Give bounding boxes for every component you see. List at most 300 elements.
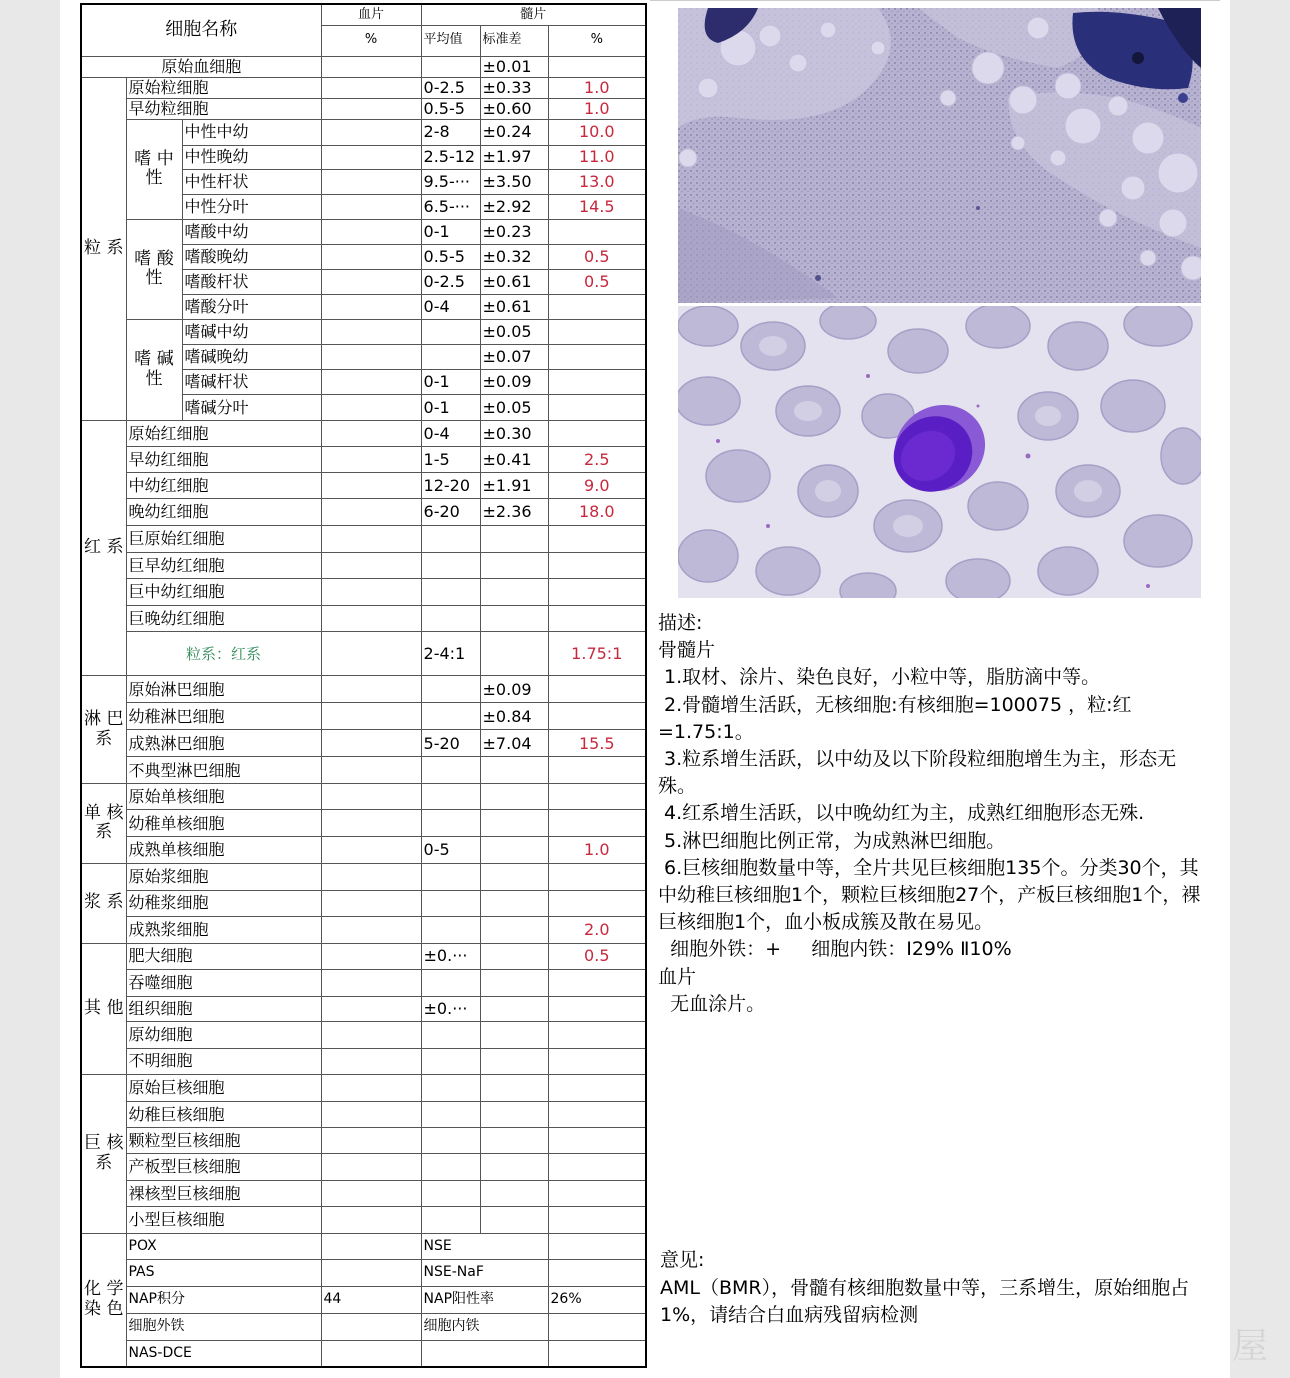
table-row: [81, 499, 646, 526]
blood-pct-cell: [321, 553, 421, 579]
description-line: 1.取材、涂片、染色良好，小粒中等，脂肪滴中等。: [658, 666, 1101, 689]
mean-cell: 9.5-···: [421, 169, 480, 194]
marrow-pct-cell: [548, 553, 646, 579]
group-label-plasma: 浆 系: [81, 863, 126, 943]
table-row: [81, 56, 646, 77]
mean-cell: 0-2.5: [421, 77, 480, 98]
marrow-pct-cell: 9.0: [548, 473, 646, 499]
mean-cell: 6-20: [421, 499, 480, 526]
blood-pct-cell: [321, 420, 421, 446]
mean-cell: [421, 1048, 480, 1074]
group-label-gran: 粒 系: [81, 77, 126, 420]
table-row: [81, 1180, 646, 1206]
cell-name: 幼稚浆细胞: [126, 890, 321, 916]
blood-pct-cell: [321, 1101, 421, 1127]
mean-cell: [421, 553, 480, 579]
cell-name: 原始血细胞: [81, 56, 321, 77]
marrow-pct-cell: [548, 969, 646, 996]
blood-pct-cell: [321, 579, 421, 606]
marrow-pct-cell: [548, 676, 646, 703]
blood-pct-cell: [321, 77, 421, 98]
blood-pct-cell: [321, 606, 421, 632]
marrow-pct-cell: [548, 420, 646, 446]
blood-pct-cell: [321, 1021, 421, 1048]
marrow-pct-cell: [548, 1074, 646, 1101]
sd-cell: [480, 632, 548, 676]
table-row: [81, 757, 646, 784]
description-line: 6.巨核细胞数量中等，全片共见巨核细胞135个。分类30个，其中幼稚巨核细胞1个，颗粒巨核细胞27个，产板巨核细胞1个，裸巨核细胞1个，血小板成簇及散在易见。: [658, 856, 1201, 934]
table-row: [81, 553, 646, 579]
table-row: [81, 1314, 646, 1341]
table-row: [81, 632, 646, 676]
marrow-pct-cell: [548, 579, 646, 606]
sd-cell: [480, 784, 548, 810]
sd-cell: ±0.61: [480, 294, 548, 319]
sd-cell: [480, 1127, 548, 1153]
marrow-pct-cell: [548, 219, 646, 244]
sd-cell: ±0.09: [480, 369, 548, 394]
blood-pct-cell: [321, 56, 421, 77]
mean-cell: ±0.···: [421, 943, 480, 969]
marrow-pct-cell: 15.5: [548, 730, 646, 757]
blood-text: 无血涂片。: [658, 992, 766, 1015]
blood-heading: 血片: [658, 965, 697, 988]
ratio-mean: 2-4:1: [421, 632, 480, 676]
sd-cell: ±0.32: [480, 244, 548, 269]
cell-count-table: [80, 3, 647, 1368]
blood-pct-cell: [321, 1180, 421, 1206]
blood-pct-cell: [321, 219, 421, 244]
blood-pct-cell: [321, 244, 421, 269]
sd-cell: [480, 810, 548, 837]
group-label-lymph: 淋 巴 系: [81, 676, 126, 784]
marrow-pct-cell: [548, 996, 646, 1021]
table-row: [81, 1153, 646, 1180]
table-row: [81, 943, 646, 969]
cell-name: 原幼细胞: [126, 1021, 321, 1048]
sd-cell: [480, 1048, 548, 1074]
mean-cell: [421, 526, 480, 553]
blood-pct-cell: [321, 730, 421, 757]
group-label-neut: 嗜 中 性: [126, 119, 182, 219]
table-row: [81, 1048, 646, 1074]
mean-cell: [421, 1153, 480, 1180]
sd-cell: [480, 996, 548, 1021]
blood-pct-cell: [321, 294, 421, 319]
sd-cell: [480, 553, 548, 579]
blood-pct-cell: [321, 145, 421, 169]
marrow-pct-cell: [548, 319, 646, 344]
cell-name: 中性分叶: [182, 194, 321, 219]
marrow-pct-cell: [548, 1127, 646, 1153]
cell-name: 中幼红细胞: [126, 473, 321, 499]
cell-name: 原始浆细胞: [126, 863, 321, 890]
marrow-pct-cell: 2.5: [548, 447, 646, 473]
mean-cell: [421, 319, 480, 344]
marrow-pct-cell: 1.0: [548, 98, 646, 119]
sd-cell: ±3.50: [480, 169, 548, 194]
mean-cell: [421, 784, 480, 810]
table-row: [81, 916, 646, 943]
marrow-smear-high-power-image: [678, 306, 1201, 598]
chem-test-name: NSE-NaF: [421, 1259, 548, 1286]
chem-test-value: [321, 1314, 421, 1341]
blood-pct-cell: [321, 119, 421, 145]
sd-cell: ±7.04: [480, 730, 548, 757]
marrow-pct-cell: [548, 1180, 646, 1206]
chem-test-name: POX: [126, 1233, 321, 1259]
mean-cell: [421, 676, 480, 703]
cell-name: 原始红细胞: [126, 420, 321, 446]
ratio-label: 粒系：红系: [126, 632, 321, 676]
sd-cell: [480, 606, 548, 632]
table-row: [81, 98, 646, 119]
sd-cell: ±0.30: [480, 420, 548, 446]
cell-name: 嗜酸中幼: [182, 219, 321, 244]
description-section: [658, 610, 1206, 1018]
marrow-pct-cell: 0.5: [548, 269, 646, 294]
marrow-pct-cell: [548, 1021, 646, 1048]
chem-test-name: 细胞外铁: [126, 1314, 321, 1341]
marrow-smear-low-power-image: [678, 8, 1201, 303]
mean-cell: 0-1: [421, 394, 480, 420]
group-label-baso: 嗜 碱 性: [126, 319, 182, 420]
cell-name: 嗜酸杆状: [182, 269, 321, 294]
cell-name: 嗜碱中幼: [182, 319, 321, 344]
cell-name: 不明细胞: [126, 1048, 321, 1074]
mean-cell: 0-4: [421, 294, 480, 319]
blood-pct-cell: [321, 1206, 421, 1233]
marrow-pct-cell: [548, 344, 646, 369]
chem-test-value: [548, 1314, 646, 1341]
opinion-section: [660, 1247, 1208, 1330]
blood-pct-cell: [321, 890, 421, 916]
table-row: [81, 1127, 646, 1153]
mean-cell: 5-20: [421, 730, 480, 757]
marrow-pct-cell: 0.5: [548, 244, 646, 269]
mean-cell: [421, 969, 480, 996]
marrow-pct-cell: [548, 810, 646, 837]
table-row: [81, 1101, 646, 1127]
cell-name: 吞噬细胞: [126, 969, 321, 996]
mean-cell: [421, 863, 480, 890]
description-line: 3.粒系增生活跃，以中幼及以下阶段粒细胞增生为主，形态无殊。: [658, 748, 1177, 798]
marrow-pct-cell: 1.0: [548, 77, 646, 98]
description-line: 4.红系增生活跃，以中晚幼红为主，成熟红细胞形态无殊.: [658, 802, 1145, 825]
description-line: 细胞外铁：+ 细胞内铁：Ⅰ29% Ⅱ10%: [658, 938, 1012, 961]
mean-cell: 0-2.5: [421, 269, 480, 294]
cell-name: 巨中幼红细胞: [126, 579, 321, 606]
table-row: [81, 969, 646, 996]
marrow-pct-cell: [548, 526, 646, 553]
sd-cell: [480, 863, 548, 890]
cell-name: 中性晚幼: [182, 145, 321, 169]
blood-pct-cell: [321, 703, 421, 730]
blood-pct-cell: [321, 98, 421, 119]
mean-cell: [421, 810, 480, 837]
blood-pct-cell: [321, 1153, 421, 1180]
description-line: 5.淋巴细胞比例正常，为成熟淋巴细胞。: [658, 829, 1006, 852]
blood-pct-cell: [321, 632, 421, 676]
marrow-pct-cell: [548, 784, 646, 810]
table-row: [81, 810, 646, 837]
cell-name: 巨早幼红细胞: [126, 553, 321, 579]
marrow-pct-cell: [548, 294, 646, 319]
chem-test-value: [321, 1341, 421, 1367]
marrow-pct-cell: [548, 1101, 646, 1127]
mean-cell: 2.5-12: [421, 145, 480, 169]
mean-cell: [421, 890, 480, 916]
group-label-chem: 化 学 染 色: [81, 1233, 126, 1367]
blood-pct-cell: [321, 943, 421, 969]
sd-cell: [480, 1021, 548, 1048]
opinion-title: 意见:: [660, 1249, 705, 1271]
cell-name: 组织细胞: [126, 996, 321, 1021]
cell-name: 嗜碱分叶: [182, 394, 321, 420]
table-row: [81, 863, 646, 890]
mean-cell: 0.5-5: [421, 98, 480, 119]
table-row: [81, 730, 646, 757]
sd-cell: ±1.97: [480, 145, 548, 169]
sd-cell: ±2.92: [480, 194, 548, 219]
cell-name: 巨原始红细胞: [126, 526, 321, 553]
sd-cell: [480, 1074, 548, 1101]
marrow-pct-cell: 11.0: [548, 145, 646, 169]
marrow-smear-header: 髓片: [421, 4, 646, 25]
sd-cell: [480, 943, 548, 969]
sd-cell: ±0.23: [480, 219, 548, 244]
opinion-text: AML（BMR），骨髓有核细胞数量中等，三系增生，原始细胞占1%，请结合白血病残留病检测: [660, 1276, 1190, 1326]
marrow-pct-cell: [548, 1048, 646, 1074]
table-row: [81, 784, 646, 810]
group-label-ery: 红 系: [81, 420, 126, 675]
blood-pct-cell: [321, 757, 421, 784]
mean-cell: [421, 344, 480, 369]
watermark-text: 屋: [1232, 1326, 1269, 1367]
sd-cell: [480, 1101, 548, 1127]
marrow-pct-cell: 1.0: [548, 837, 646, 863]
mean-cell: 0-5: [421, 837, 480, 863]
mean-header: 平均值: [421, 25, 480, 56]
sd-cell: ±1.91: [480, 473, 548, 499]
mean-cell: 1-5: [421, 447, 480, 473]
chem-test-name: NSE: [421, 1233, 548, 1259]
blood-smear-header: 血片: [321, 4, 421, 25]
blood-pct-cell: [321, 194, 421, 219]
sd-cell: [480, 526, 548, 553]
mean-cell: [421, 1021, 480, 1048]
sd-cell: ±0.60: [480, 98, 548, 119]
table-row: [81, 319, 646, 344]
chem-test-value: [548, 1259, 646, 1286]
cell-name: 原始粒细胞: [126, 77, 321, 98]
table-row: [81, 77, 646, 98]
mean-cell: [421, 1074, 480, 1101]
marrow-pct-cell: 2.0: [548, 916, 646, 943]
cell-name: 幼稚单核细胞: [126, 810, 321, 837]
group-label-mega: 巨 核 系: [81, 1074, 126, 1233]
sd-cell: [480, 1153, 548, 1180]
sd-cell: ±0.33: [480, 77, 548, 98]
blood-pct-cell: [321, 394, 421, 420]
table-row: [81, 1287, 646, 1314]
marrow-pct-header: %: [548, 25, 646, 56]
blood-pct-cell: [321, 863, 421, 890]
cell-name: 晚幼红细胞: [126, 499, 321, 526]
marrow-pct-cell: [548, 863, 646, 890]
description-line: 2.骨髓增生活跃，无核细胞:有核细胞=100075 ，粒:红=1.75:1。: [658, 693, 1132, 743]
blood-pct-cell: [321, 1127, 421, 1153]
chem-test-name: [421, 1341, 548, 1367]
chem-test-name: NAP阳性率: [421, 1287, 548, 1314]
mean-cell: [421, 757, 480, 784]
sd-cell: [480, 837, 548, 863]
blood-pct-cell: [321, 996, 421, 1021]
marrow-pct-cell: 10.0: [548, 119, 646, 145]
blood-pct-cell: [321, 447, 421, 473]
chem-test-name: NAP积分: [126, 1287, 321, 1314]
sd-cell: [480, 890, 548, 916]
cell-name: 嗜酸分叶: [182, 294, 321, 319]
table-row: [81, 526, 646, 553]
marrow-pct-cell: [548, 606, 646, 632]
mean-cell: [421, 579, 480, 606]
cell-name: 成熟单核细胞: [126, 837, 321, 863]
cell-name: 幼稚巨核细胞: [126, 1101, 321, 1127]
sd-cell: [480, 916, 548, 943]
table-row: [81, 1206, 646, 1233]
cell-name: 幼稚淋巴细胞: [126, 703, 321, 730]
sd-cell: ±0.07: [480, 344, 548, 369]
sd-cell: [480, 757, 548, 784]
sd-cell: ±0.09: [480, 676, 548, 703]
marrow-pct-cell: [548, 56, 646, 77]
cell-name: 巨晚幼红细胞: [126, 606, 321, 632]
mean-cell: 0-1: [421, 219, 480, 244]
chem-test-name: PAS: [126, 1259, 321, 1286]
cell-name: 早幼红细胞: [126, 447, 321, 473]
table-row: [81, 1074, 646, 1101]
sd-cell: [480, 1180, 548, 1206]
cell-name: 成熟淋巴细胞: [126, 730, 321, 757]
blood-pct-cell: [321, 344, 421, 369]
marrow-pct-cell: [548, 1206, 646, 1233]
sd-cell: ±2.36: [480, 499, 548, 526]
group-label-mono: 单 核 系: [81, 784, 126, 863]
blood-pct-cell: [321, 1048, 421, 1074]
mean-cell: 0-4: [421, 420, 480, 446]
cell-name: 中性杆状: [182, 169, 321, 194]
mean-cell: 0.5-5: [421, 244, 480, 269]
cell-name: 嗜碱杆状: [182, 369, 321, 394]
table-row: [81, 890, 646, 916]
blood-pct-cell: [321, 369, 421, 394]
mean-cell: [421, 606, 480, 632]
table-row: [81, 606, 646, 632]
marrow-pct-cell: [548, 394, 646, 420]
mean-cell: [421, 1101, 480, 1127]
sd-header: 标准差: [480, 25, 548, 56]
sd-cell: ±0.24: [480, 119, 548, 145]
table-row: [81, 119, 646, 145]
marrow-pct-cell: 13.0: [548, 169, 646, 194]
table-row: [81, 579, 646, 606]
top-divider: [650, 0, 1220, 1]
marrow-pct-cell: [548, 890, 646, 916]
blood-pct-cell: [321, 319, 421, 344]
mean-cell: [421, 916, 480, 943]
sd-cell: [480, 579, 548, 606]
table-row: [81, 837, 646, 863]
table-row: [81, 996, 646, 1021]
table-row: [81, 447, 646, 473]
marrow-pct-cell: [548, 1153, 646, 1180]
cell-name: 成熟浆细胞: [126, 916, 321, 943]
blood-pct-cell: [321, 526, 421, 553]
cell-name: 裸核型巨核细胞: [126, 1180, 321, 1206]
mean-cell: 6.5-···: [421, 194, 480, 219]
table-row: [81, 1021, 646, 1048]
cell-name: 早幼粒细胞: [126, 98, 321, 119]
blood-pct-cell: [321, 169, 421, 194]
blood-pct-cell: [321, 1074, 421, 1101]
chem-test-name: 细胞内铁: [421, 1314, 548, 1341]
mean-cell: [421, 1127, 480, 1153]
chem-test-value: [548, 1341, 646, 1367]
mean-cell: [421, 1206, 480, 1233]
mean-cell: 2-8: [421, 119, 480, 145]
cell-name: 嗜碱晚幼: [182, 344, 321, 369]
sd-cell: ±0.84: [480, 703, 548, 730]
sd-cell: [480, 969, 548, 996]
mean-cell: 0-1: [421, 369, 480, 394]
cell-name: 原始淋巴细胞: [126, 676, 321, 703]
cell-name: 产板型巨核细胞: [126, 1153, 321, 1180]
chem-test-name: NAS-DCE: [126, 1341, 321, 1367]
chem-test-value: 26%: [548, 1287, 646, 1314]
chem-test-value: 44: [321, 1287, 421, 1314]
cell-name: 肥大细胞: [126, 943, 321, 969]
marrow-pct-cell: [548, 757, 646, 784]
mean-cell: [421, 56, 480, 77]
marrow-pct-cell: [548, 703, 646, 730]
table-row: [81, 1341, 646, 1367]
table-row: [81, 703, 646, 730]
blood-pct-cell: [321, 969, 421, 996]
group-label-other: 其 他: [81, 943, 126, 1074]
table-row: [81, 1259, 646, 1286]
ratio-value: 1.75:1: [548, 632, 646, 676]
table-row: [81, 473, 646, 499]
chem-test-value: [321, 1259, 421, 1286]
cell-name-header: 细胞名称: [81, 4, 321, 56]
chem-test-value: [321, 1233, 421, 1259]
mean-cell: 12-20: [421, 473, 480, 499]
sd-cell: ±0.05: [480, 394, 548, 420]
sd-cell: [480, 1206, 548, 1233]
table-row: [81, 420, 646, 446]
description-title: 描述:: [658, 612, 703, 634]
sd-cell: ±0.05: [480, 319, 548, 344]
blood-pct-cell: [321, 916, 421, 943]
sd-cell: ±0.61: [480, 269, 548, 294]
blood-pct-cell: [321, 473, 421, 499]
cell-name: 不典型淋巴细胞: [126, 757, 321, 784]
table-row: [81, 219, 646, 244]
blood-pct-cell: [321, 810, 421, 837]
marrow-heading: 骨髓片: [658, 639, 716, 662]
cell-name: 中性中幼: [182, 119, 321, 145]
